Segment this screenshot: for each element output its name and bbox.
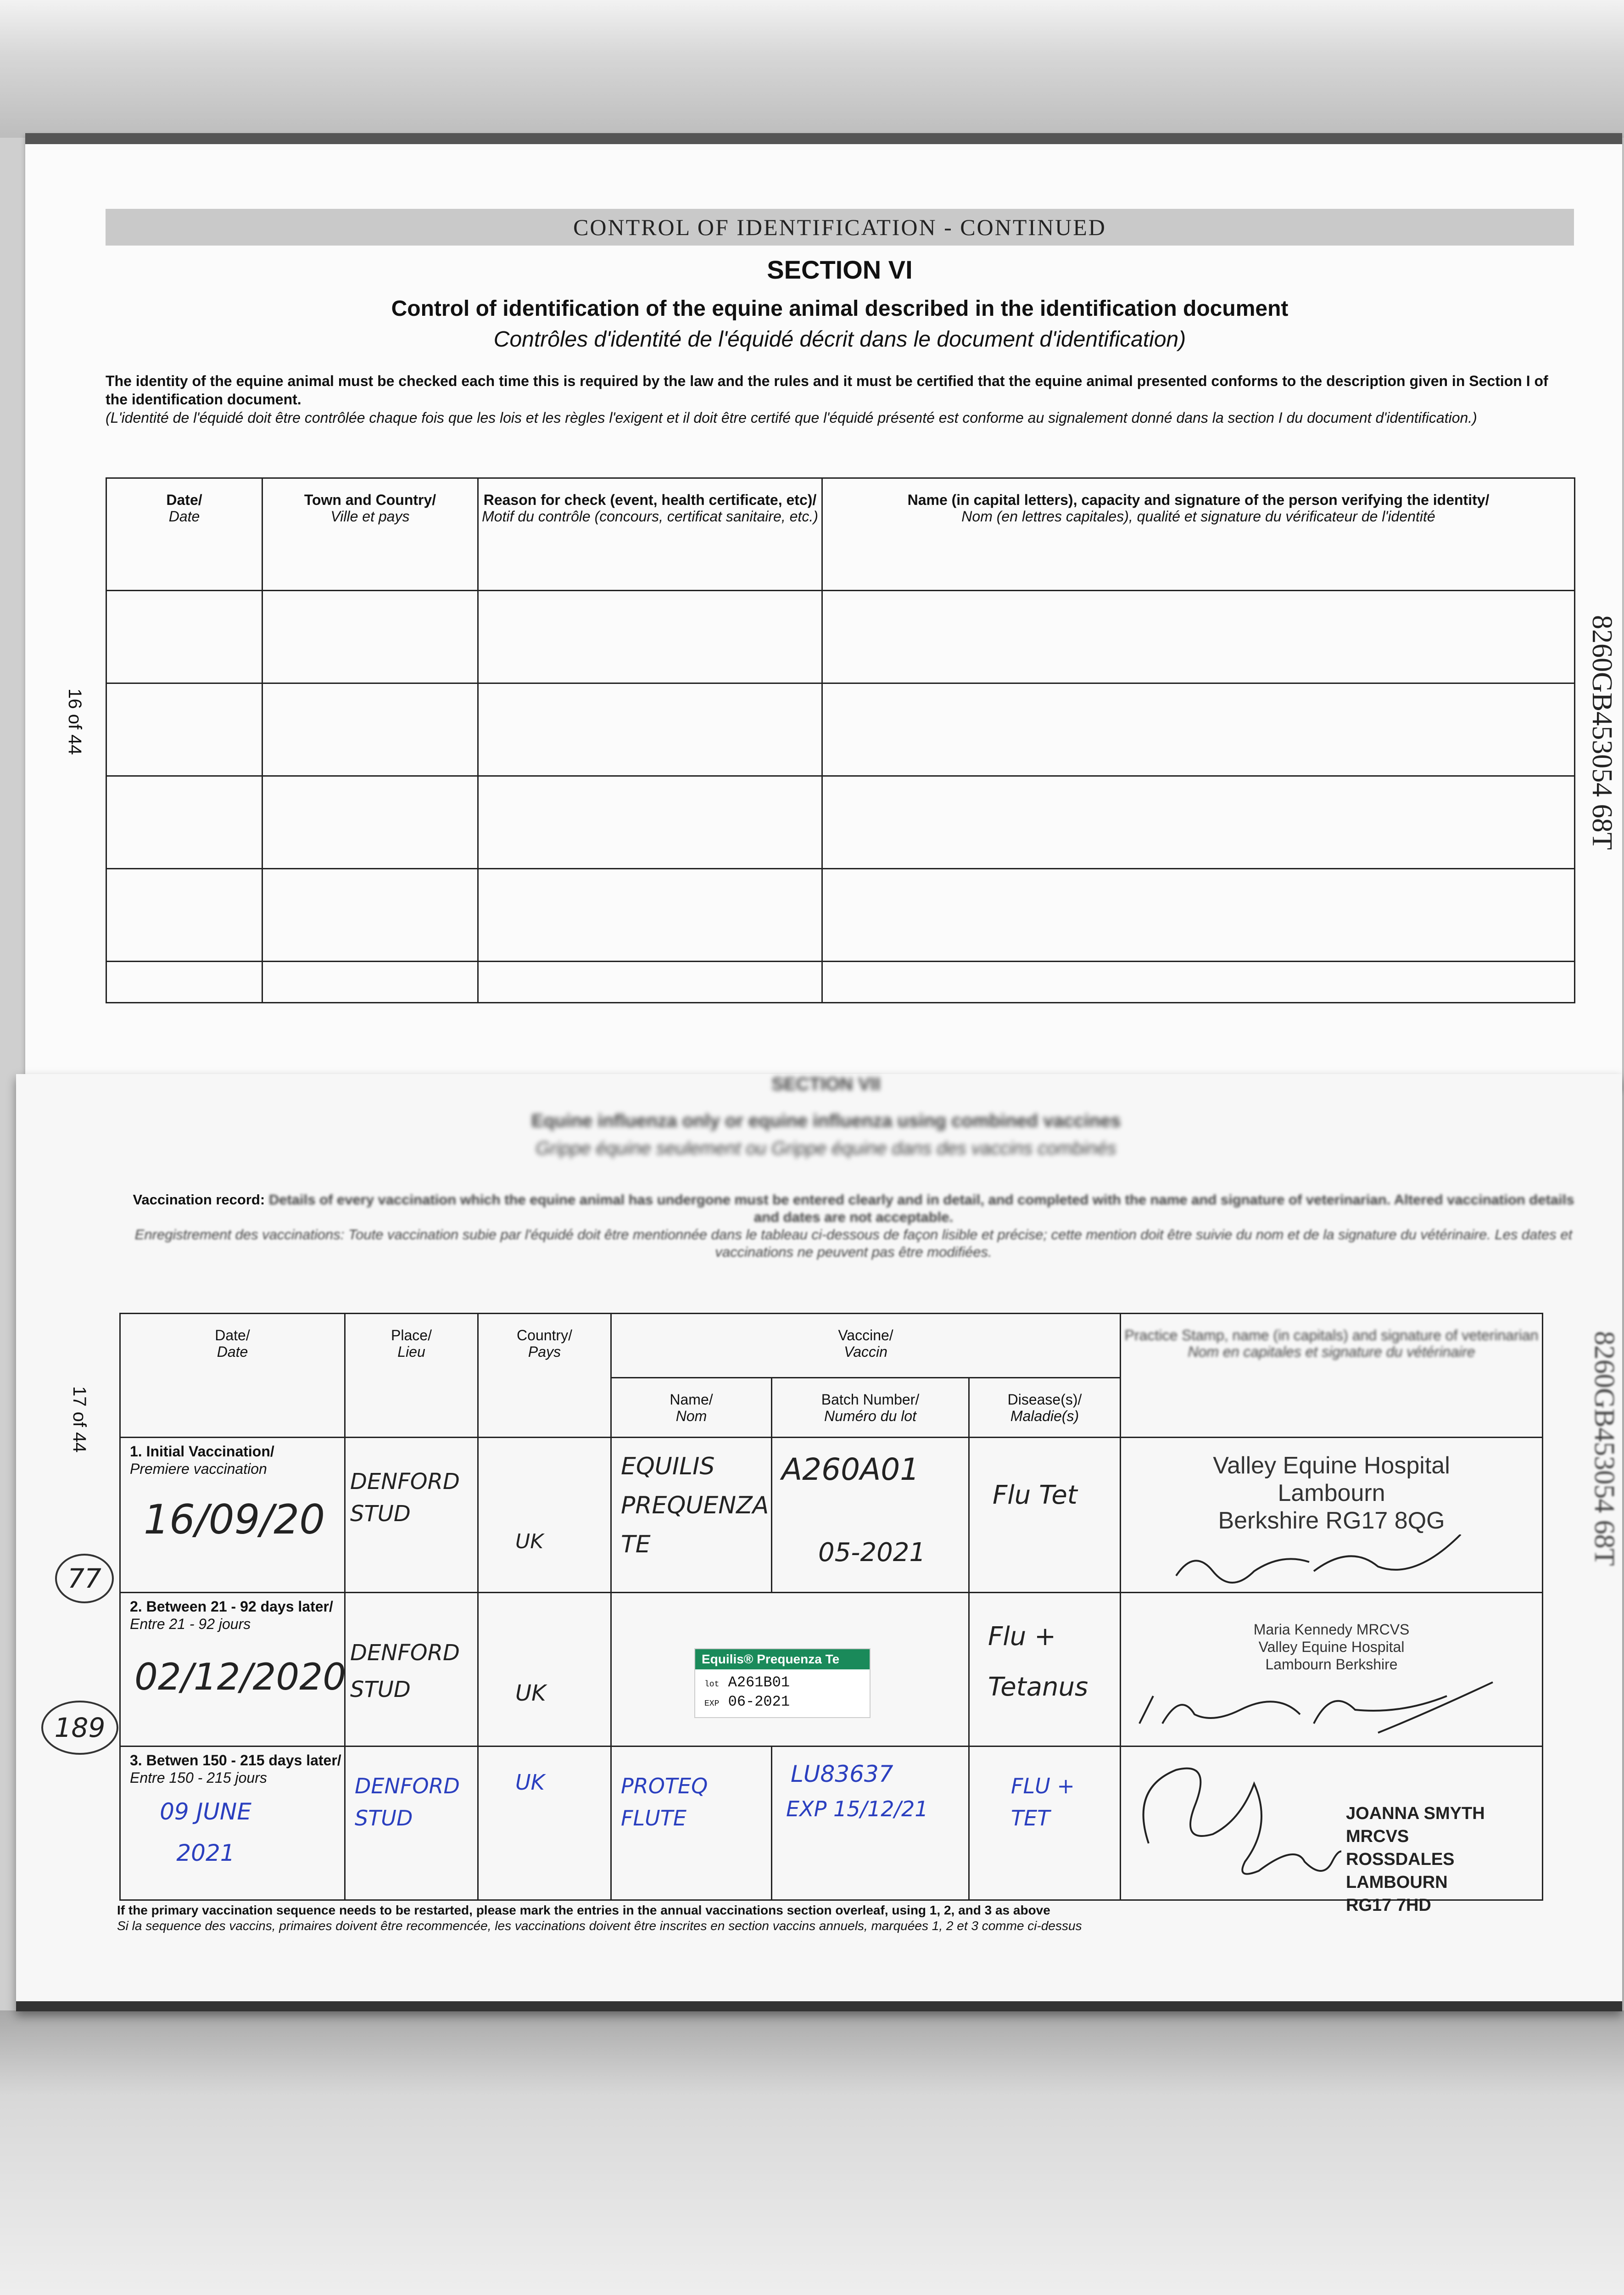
passport-serial: 8260GB453054 68T: [1586, 615, 1618, 850]
table-row: [106, 776, 1575, 869]
header-country: Country/ Pays: [478, 1314, 611, 1438]
date-cell: 3. Betwen 150 - 215 days later/ Entre 150 - 215 jours 09 JUNE 2021: [120, 1746, 345, 1900]
stamp-line: Lambourn: [1278, 1480, 1385, 1506]
country-cell: UK: [478, 1746, 611, 1900]
table-row: [106, 962, 1575, 1003]
batch-cell: A260A01 05-2021: [772, 1438, 969, 1593]
stamp-line: ROSSDALES LAMBOURN: [1346, 1850, 1455, 1892]
vaccination-row-1: [120, 1438, 1543, 1593]
vaccination-row-2: [120, 1593, 1543, 1746]
sticker-exp: 06-2021: [728, 1693, 790, 1710]
scanner-background-bottom: [0, 2010, 1624, 2295]
sticker-title: Equilis® Prequenza Te: [695, 1649, 870, 1669]
margin-note-2: 189: [41, 1701, 118, 1755]
table-row: [106, 591, 1575, 683]
section-subtitle-fr: Contrôles d'identité de l'équidé décrit dans le document d'identification): [493, 327, 1186, 352]
vet-signature: [1121, 1673, 1534, 1737]
section-banner: CONTROL OF IDENTIFICATION - CONTINUED: [106, 209, 1574, 246]
stamp-cell: [1121, 1746, 1543, 1915]
batch-cell: LU83637 EXP 15/12/21: [772, 1746, 969, 1900]
vaccine-name-cell: PROTEQ FLUTE: [611, 1746, 772, 1900]
vaccination-record-text: Details of every vaccination which the equine animal has undergone must be entered clearly and in detail, and completed with the name and signature of veterinarian. Altered vaccination details and dates are not acceptable.: [268, 1192, 1574, 1225]
identification-table: [106, 477, 1575, 1003]
intro-text: [106, 372, 1560, 427]
header-date: Date/ Date: [120, 1314, 345, 1438]
place-cell: DENFORD STUD: [345, 1593, 478, 1746]
header-disease: Disease(s)/ Maladie(s): [969, 1378, 1121, 1438]
vaccine-sticker: Equilis® Prequenza Te lot A261B01 EXP 06-2021: [694, 1648, 871, 1718]
sticker-lot: A261B01: [728, 1674, 790, 1691]
page-number-16: 16 of 44: [65, 688, 85, 755]
disease-cell: Flu + Tetanus: [969, 1593, 1121, 1746]
scanner-background-top: [0, 0, 1624, 138]
vaccine-name-cell: EQUILIS PREQUENZA TE: [611, 1438, 772, 1593]
handwritten-date: 02/12/2020: [134, 1656, 346, 1698]
section-subtitle-en: Control of identification of the equine animal described in the identification document: [391, 297, 1289, 321]
stamp-cell: [1121, 1438, 1543, 1593]
vaccination-record-fr: Enregistrement des vaccinations: Toute vaccination subie par l'équidé doit être mentionnée dans le tableau ci-dessous de façon lisible et précise; cette mention doit être suivie du nom et de la signature du vétérinaire. Les dates et vaccinations ne peuvent pas être modifiées.: [134, 1226, 1573, 1260]
stamp-line: Lambourn Berkshire: [1265, 1656, 1398, 1673]
header-town-country: Town and Country/ Ville et pays: [262, 478, 478, 591]
section7-intro: [124, 1191, 1583, 1261]
vet-signature: [1121, 1752, 1341, 1898]
place-cell: DENFORD STUD: [345, 1746, 478, 1900]
stamp-cell: [1121, 1593, 1543, 1746]
stamp-line: Valley Equine Hospital: [1258, 1639, 1405, 1655]
footer-note: [117, 1903, 1585, 1934]
passport-serial-2: 8260GB453054 68T: [1589, 1331, 1620, 1566]
header-practice-stamp: Practice Stamp, name (in capitals) and signature of veterinarian Nom en capitales et signature du vétérinaire: [1121, 1314, 1543, 1438]
intro-en: The identity of the equine animal must be checked each time this is required by the law and the rules and it must be certified that the equine animal presented conforms to the description given in Section I of the identification document.: [106, 373, 1548, 408]
stamp-line: JOANNA SMYTH MRCVS: [1346, 1804, 1485, 1846]
table-row: [106, 683, 1575, 776]
vaccination-record-label: Vaccination record:: [133, 1192, 265, 1208]
place-cell: DENFORD STUD: [345, 1438, 478, 1593]
handwritten-date: 09 JUNE 2021: [160, 1798, 251, 1866]
footer-en: If the primary vaccination sequence needs to be restarted, please mark the entries in the annual vaccinations section overleaf, using 1, 2, and 3 as above: [117, 1903, 1050, 1917]
handwritten-date: 16/09/20: [144, 1496, 325, 1543]
vaccine-sticker-cell: [611, 1593, 969, 1746]
section7-subtitle-en: Equine influenza only or equine influenza using combined vaccines: [531, 1111, 1121, 1131]
vet-signature: [1121, 1534, 1534, 1590]
date-cell: 1. Initial Vaccination/ Premiere vaccination 16/09/20: [120, 1438, 345, 1593]
header-verifier: Name (in capital letters), capacity and signature of the person verifying the identity/ Nom (en lettres capitales), qualité et signature du vérificateur de l'identité: [822, 478, 1575, 591]
margin-note-1: 77: [55, 1554, 114, 1603]
header-vaccine-name: Name/ Nom: [611, 1378, 772, 1438]
intro-fr: (L'identité de l'équidé doit être contrôlée chaque fois que les lois et les règles l'exigent et il doit être certifé que l'équidé présenté est conforme au signalement donné dans la section I du document d'identification.): [106, 409, 1477, 426]
date-cell: 2. Between 21 - 92 days later/ Entre 21 - 92 jours 02/12/2020: [120, 1593, 345, 1746]
section-title: SECTION VI: [767, 255, 913, 284]
section7-title: SECTION VII: [771, 1074, 881, 1094]
header-place: Place/ Lieu: [345, 1314, 478, 1438]
header-reason: Reason for check (event, health certificate, etc)/ Motif du contrôle (concours, certificat sanitaire, etc.): [478, 478, 822, 591]
disease-cell: FLU + TET: [969, 1746, 1121, 1900]
header-batch-number: Batch Number/ Numéro du lot: [772, 1378, 969, 1438]
disease-cell: Flu Tet: [969, 1438, 1121, 1593]
stamp-line: Valley Equine Hospital: [1213, 1452, 1450, 1479]
stamp-line: Maria Kennedy MRCVS: [1253, 1621, 1410, 1638]
country-cell: UK: [478, 1438, 611, 1593]
stamp-line: RG17 7HD: [1346, 1896, 1431, 1915]
country-cell: UK: [478, 1593, 611, 1746]
vaccination-row-3: [120, 1746, 1543, 1900]
header-vaccine: Vaccine/ Vaccin: [611, 1314, 1121, 1378]
footer-fr: Si la sequence des vaccins, primaires doivent être recommencée, les vaccinations doivent être inscrites en section vaccins annuels, marquées 1, 2 et 3 comme ci-dessus: [117, 1919, 1082, 1933]
page-number-17: 17 of 44: [69, 1386, 89, 1453]
table-row: [106, 869, 1575, 962]
stamp-line: Berkshire RG17 8QG: [1218, 1507, 1445, 1534]
section7-subtitle-fr: Grippe équine seulement ou Grippe équine dans des vaccins combinés: [536, 1138, 1116, 1159]
header-date: Date/ Date: [106, 478, 262, 591]
